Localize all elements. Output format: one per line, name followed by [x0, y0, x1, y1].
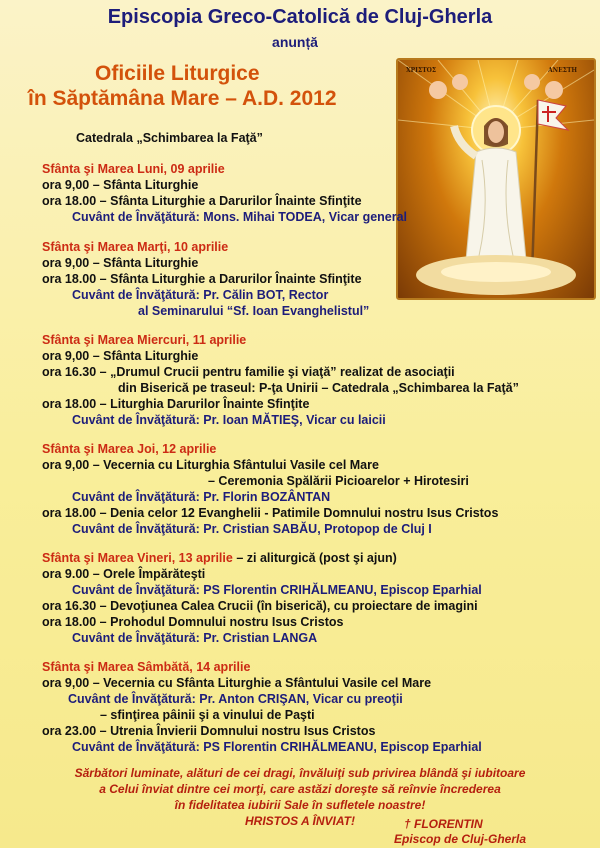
- day-heading-friday: Sfânta şi Marea Vineri, 13 aprilie: [42, 551, 233, 565]
- signature-title: Episcop de Cluj-Gherla: [394, 832, 527, 846]
- closing-line: a Celui înviat dintre cei morţi, care astăzi doreşte să reînvie încrederea: [99, 782, 501, 796]
- day-heading-friday-row: [42, 551, 397, 566]
- day-heading-tuesday: Sfânta şi Marea Marţi, 10 aprilie: [42, 240, 229, 254]
- schedule-line: ora 16.30 – „Drumul Crucii pentru familie şi viaţă” realizat de asociaţii: [42, 365, 455, 379]
- schedule-line: ora 9,00 – Vecernia cu Sfânta Liturghie a Sfântului Vasile cel Mare: [42, 676, 432, 690]
- schedule-line: ora 9,00 – Sfânta Liturghie: [42, 349, 199, 363]
- sermon-line: Cuvânt de Învăţătură: Pr. Călin BOT, Rector: [72, 288, 329, 302]
- schedule-line: ora 16.30 – Devoţiunea Calea Crucii (în biserică), cu proiectare de imagini: [42, 599, 478, 613]
- sermon-line: Cuvânt de Învăţătură: PS Florentin CRIHĂLMEANU, Episcop Eparhial: [72, 583, 482, 597]
- signature-name: † FLORENTIN: [404, 817, 483, 831]
- sermon-line: Cuvânt de Învăţătură: Mons. Mihai TODEA, Vicar general: [72, 210, 408, 224]
- schedule-line-cont: – sfinţirea pâinii şi a vinului de Paşti: [100, 708, 315, 722]
- schedule-line-cont: din Biserică pe traseul: P-ţa Unirii – Catedrala „Schimbarea la Faţă”: [118, 381, 519, 395]
- schedule-line: ora 18.00 – Liturghia Darurilor Înainte Sfinţite: [42, 397, 310, 411]
- schedule-line: ora 18.00 – Denia celor 12 Evanghelii - Patimile Domnului nostru Isus Cristos: [42, 506, 499, 520]
- day-heading-wednesday: Sfânta şi Marea Miercuri, 11 aprilie: [42, 333, 247, 347]
- sermon-line: Cuvânt de Învăţătură: Pr. Cristian SABĂU, Protopop de Cluj I: [72, 522, 432, 536]
- sermon-line: Cuvânt de Învăţătură: Pr. Florin BOZÂNTAN: [72, 490, 331, 504]
- closing-greeting: HRISTOS A ÎNVIAT!: [244, 814, 355, 828]
- resurrection-icon: [396, 58, 596, 300]
- sermon-line: Cuvânt de Învăţătură: Pr. Anton CRIŞAN, Vicar cu preoţii: [68, 692, 403, 706]
- sermon-line: Cuvânt de Învăţătură: Pr. Ioan MĂTIEŞ, Vicar cu laicii: [72, 413, 386, 427]
- schedule-line: ora 18.00 – Prohodul Domnului nostru Isus Cristos: [42, 615, 344, 629]
- schedule-line: ora 18.00 – Sfânta Liturghie a Darurilor Înainte Sfinţite: [42, 272, 362, 286]
- sermon-line: Cuvânt de Învăţătură: PS Florentin CRIHĂLMEANU, Episcop Eparhial: [72, 740, 482, 754]
- closing-line: în fidelitatea iubirii Sale în sufletele noastre!: [174, 798, 426, 812]
- schedule-line: ora 23.00 – Utrenia Învierii Domnului nostru Isus Cristos: [42, 724, 376, 738]
- schedule-line: ora 9.00 – Orele Împărăteşti: [42, 567, 206, 581]
- closing-line: Sărbători luminate, alături de cei dragi, învăluiţi sub privirea blândă şi iubitoare: [74, 766, 526, 780]
- icon-label-right: ΑΝΕΣΤΗ: [548, 67, 578, 74]
- main-title-line2: în Săptămâna Mare – A.D. 2012: [28, 87, 337, 110]
- schedule-line: ora 18.00 – Sfânta Liturghie a Darurilor Înainte Sfinţite: [42, 194, 362, 208]
- sermon-line-cont: al Seminarului “Sf. Ioan Evanghelistul”: [138, 304, 370, 318]
- schedule-line-cont: – Ceremonia Spălării Picioarelor + Hirotesiri: [208, 474, 469, 488]
- announce-subtitle: anunță: [272, 34, 318, 50]
- schedule-line: ora 9,00 – Sfânta Liturghie: [42, 178, 199, 192]
- schedule-line: ora 9,00 – Vecernia cu Liturghia Sfântului Vasile cel Mare: [42, 458, 379, 472]
- day-heading-saturday: Sfânta şi Marea Sâmbătă, 14 aprilie: [42, 660, 251, 674]
- icon-label-left: ΧΡΙΣΤΟΣ: [406, 67, 437, 74]
- cathedral-name: Catedrala „Schimbarea la Faţă”: [76, 131, 263, 145]
- day-heading-monday: Sfânta şi Marea Luni, 09 aprilie: [42, 162, 225, 176]
- schedule-line: ora 9,00 – Sfânta Liturghie: [42, 256, 199, 270]
- main-title-line1: Oficiile Liturgice: [95, 62, 260, 85]
- sermon-line: Cuvânt de Învăţătură: Pr. Cristian LANGA: [72, 631, 318, 645]
- day-heading-thursday: Sfânta şi Marea Joi, 12 aprilie: [42, 442, 217, 456]
- day-heading-friday-note: – zi aliturgică (post şi ajun): [236, 551, 397, 565]
- page-title: Episcopia Greco-Catolică de Cluj-Gherla: [107, 6, 493, 28]
- resurrection-icon-art: [398, 60, 594, 298]
